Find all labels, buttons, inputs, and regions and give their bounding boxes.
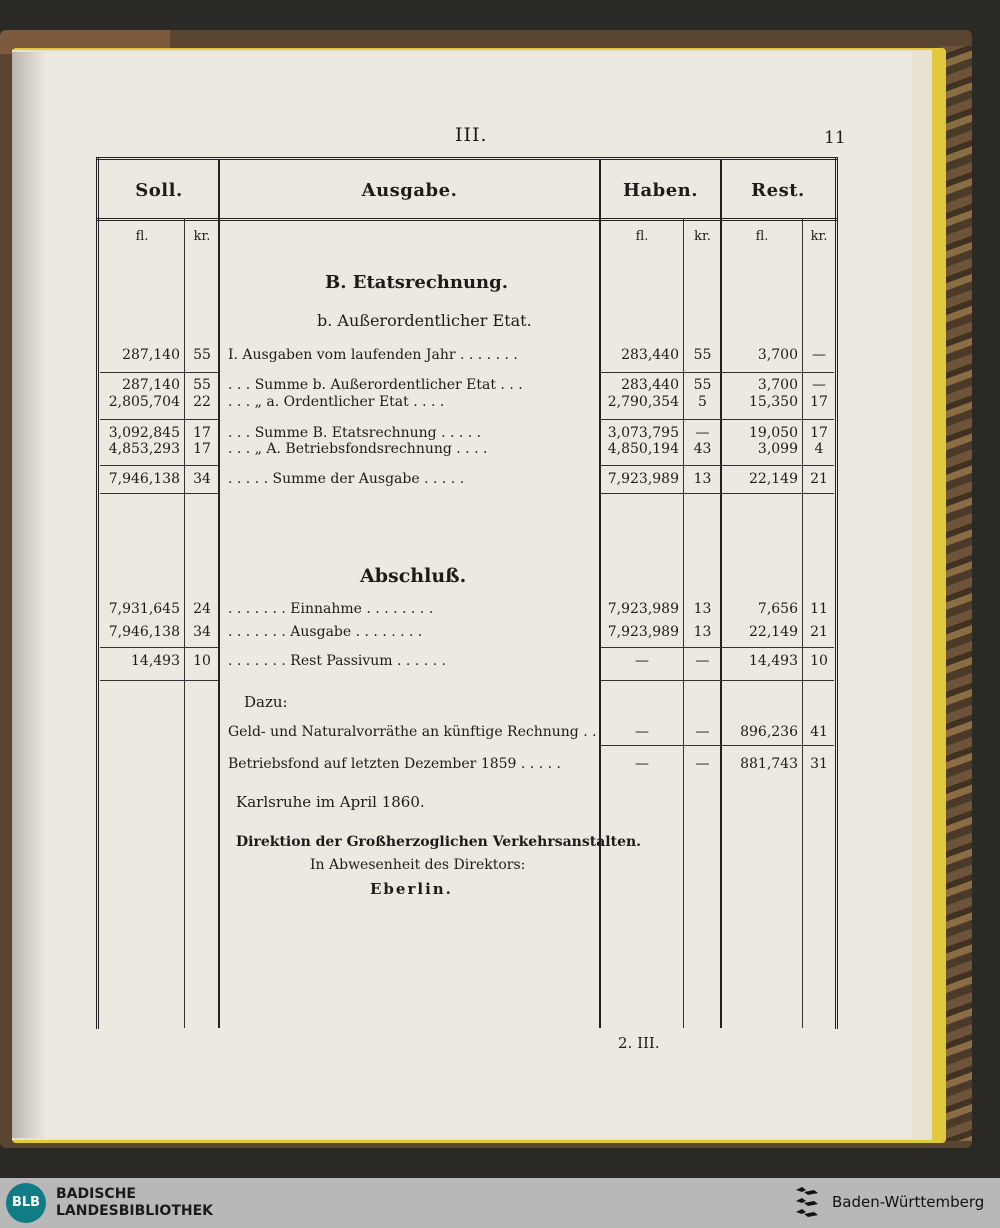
extra-rest-fl: 896,236 bbox=[740, 724, 798, 740]
row-haben-fl: 283,440 bbox=[621, 377, 679, 393]
abschluss-haben-fl: 7,923,989 bbox=[607, 601, 679, 617]
abschluss-soll-fl: 7,946,138 bbox=[108, 624, 180, 640]
extra-haben-kr: — bbox=[695, 724, 710, 740]
row-rest-fl: 3,700 bbox=[757, 377, 798, 393]
sum-rule bbox=[100, 493, 218, 494]
column-header-soll: Soll. bbox=[135, 180, 183, 201]
state-coat-of-arms-icon[interactable] bbox=[792, 1185, 822, 1221]
abschluss-text: . . . . . . . Rest Passivum . . . . . . bbox=[228, 653, 446, 669]
row-rest-kr: 17 bbox=[810, 425, 828, 441]
row-soll-fl: 2,805,704 bbox=[108, 394, 180, 410]
row-rest-kr: — bbox=[812, 347, 826, 363]
extra-text: Betriebsfond auf letzten Dezember 1859 . . . . . bbox=[228, 756, 561, 772]
sum-rule bbox=[100, 372, 218, 373]
row-soll-kr: 17 bbox=[193, 425, 211, 441]
abschluss-rest-fl: 14,493 bbox=[749, 653, 798, 669]
column-header-rest: Rest. bbox=[751, 180, 805, 201]
row-haben-kr: 5 bbox=[698, 394, 707, 410]
unit-soll-fl: fl. bbox=[135, 229, 149, 244]
row-soll-kr: 55 bbox=[193, 347, 211, 363]
extra-haben-kr: — bbox=[695, 756, 710, 772]
sum-rule bbox=[601, 493, 834, 494]
sum-rule bbox=[601, 419, 834, 420]
abschluss-haben-kr: — bbox=[695, 653, 710, 669]
unit-rest-fl: fl. bbox=[755, 229, 769, 244]
extra-text: Geld- und Naturalvorräthe an künftige Rechnung . . bbox=[228, 724, 597, 740]
row-text: . . . . . Summe der Ausgabe . . . . . bbox=[228, 471, 465, 487]
row-soll-fl: 287,140 bbox=[122, 377, 180, 393]
table-right-border bbox=[834, 157, 838, 1029]
column-divider-rest-kr bbox=[802, 218, 803, 1028]
column-header-ausgabe: Ausgabe. bbox=[361, 180, 458, 201]
chapter-heading: III. bbox=[455, 124, 488, 146]
abschluss-haben-kr: 13 bbox=[693, 601, 712, 617]
row-rest-fl: 15,350 bbox=[749, 394, 798, 410]
abschluss-text: . . . . . . . Einnahme . . . . . . . . bbox=[228, 601, 434, 617]
row-soll-kr: 17 bbox=[193, 441, 211, 457]
page-number: 11 bbox=[824, 128, 846, 148]
column-divider-haben-kr bbox=[683, 218, 684, 1028]
abschluss-soll-fl: 14,493 bbox=[131, 653, 180, 669]
column-divider-haben bbox=[599, 160, 601, 1028]
row-haben-fl: 283,440 bbox=[621, 347, 679, 363]
row-rest-kr: 17 bbox=[810, 394, 828, 410]
extra-rest-kr: 31 bbox=[810, 756, 828, 772]
row-rest-kr: — bbox=[812, 377, 826, 393]
sum-rule bbox=[601, 372, 834, 373]
row-rest-fl: 3,099 bbox=[757, 441, 798, 457]
sum-rule bbox=[100, 647, 218, 648]
state-name[interactable]: Baden-Württemberg bbox=[832, 1193, 985, 1211]
scanned-page bbox=[12, 52, 912, 1138]
column-divider-soll bbox=[218, 160, 220, 1028]
unit-haben-kr: kr. bbox=[694, 229, 711, 244]
blb-logo-icon[interactable]: BLB bbox=[6, 1183, 46, 1223]
row-soll-kr: 22 bbox=[193, 394, 211, 410]
row-soll-fl: 4,853,293 bbox=[108, 441, 180, 457]
row-haben-fl: 2,790,354 bbox=[607, 394, 679, 410]
extra-rest-kr: 41 bbox=[810, 724, 828, 740]
table-top-border bbox=[96, 157, 838, 161]
row-rest-fl: 3,700 bbox=[757, 347, 798, 363]
library-name[interactable] bbox=[56, 1186, 213, 1220]
abschluss-rest-kr: 10 bbox=[810, 653, 828, 669]
extra-haben-fl: — bbox=[635, 724, 649, 740]
row-rest-fl: 19,050 bbox=[749, 425, 798, 441]
row-rest-kr: 4 bbox=[814, 441, 824, 457]
abschluss-rest-fl: 7,656 bbox=[757, 601, 798, 617]
column-divider-rest bbox=[720, 160, 722, 1028]
row-soll-fl: 7,946,138 bbox=[108, 471, 180, 487]
row-rest-kr: 21 bbox=[810, 471, 828, 487]
section-title: B. Etatsrechnung. bbox=[325, 272, 508, 293]
row-soll-fl: 287,140 bbox=[122, 347, 180, 363]
table-left-border bbox=[96, 157, 100, 1029]
sum-rule bbox=[601, 680, 834, 681]
column-divider-soll-kr bbox=[184, 218, 185, 1028]
abschluss-haben-kr: 13 bbox=[693, 624, 712, 640]
abschluss-soll-kr: 34 bbox=[193, 624, 211, 640]
section-subtitle: b. Außerordentlicher Etat. bbox=[317, 311, 532, 330]
office-name: Direktion der Großherzoglichen Verkehrsanstalten. bbox=[236, 834, 642, 850]
row-soll-kr: 34 bbox=[193, 471, 211, 487]
row-haben-kr: 55 bbox=[693, 347, 712, 363]
dazu-label: Dazu: bbox=[244, 693, 288, 711]
library-name-line2: LANDESBIBLIOTHEK bbox=[56, 1203, 214, 1219]
abschluss-text: . . . . . . . Ausgabe . . . . . . . . bbox=[228, 624, 423, 640]
row-text: . . . „ a. Ordentlicher Etat . . . . bbox=[228, 394, 445, 410]
row-haben-kr: 43 bbox=[693, 441, 712, 457]
extra-rest-fl: 881,743 bbox=[740, 756, 798, 772]
row-haben-kr: 55 bbox=[693, 377, 712, 393]
library-name-line1: BADISCHE bbox=[56, 1186, 136, 1202]
abschluss-rest-kr: 21 bbox=[810, 624, 828, 640]
row-haben-kr: 13 bbox=[693, 471, 712, 487]
column-header-haben: Haben. bbox=[622, 180, 699, 201]
sum-rule bbox=[601, 745, 834, 746]
unit-soll-kr: kr. bbox=[193, 229, 211, 244]
row-rest-fl: 22,149 bbox=[749, 471, 798, 487]
abschluss-soll-fl: 7,931,645 bbox=[108, 601, 180, 617]
signatory-name: Eberlin. bbox=[370, 880, 453, 898]
place-date: Karlsruhe im April 1860. bbox=[236, 793, 425, 811]
abschluss-title: Abschluß. bbox=[360, 565, 467, 587]
header-divider bbox=[96, 218, 838, 221]
abschluss-soll-kr: 10 bbox=[193, 653, 211, 669]
row-haben-fl: 3,073,795 bbox=[607, 425, 679, 441]
sum-rule bbox=[100, 419, 218, 420]
abschluss-rest-kr: 11 bbox=[810, 601, 828, 617]
row-haben-fl: 7,923,989 bbox=[607, 471, 679, 487]
sum-rule bbox=[601, 465, 834, 466]
gutter-shadow bbox=[12, 52, 46, 1138]
abschluss-haben-fl: — bbox=[635, 653, 649, 669]
row-soll-kr: 55 bbox=[193, 377, 211, 393]
row-haben-fl: 4,850,194 bbox=[607, 441, 679, 457]
unit-rest-kr: kr. bbox=[810, 229, 828, 244]
abschluss-haben-fl: 7,923,989 bbox=[607, 624, 679, 640]
unit-haben-fl: fl. bbox=[635, 229, 649, 244]
abschluss-rest-fl: 22,149 bbox=[749, 624, 798, 640]
extra-haben-fl: — bbox=[635, 756, 649, 772]
row-soll-fl: 3,092,845 bbox=[108, 425, 180, 441]
row-text: . . . Summe b. Außerordentlicher Etat . . . bbox=[228, 377, 523, 393]
row-text: . . . Summe B. Etatsrechnung . . . . . bbox=[228, 425, 482, 441]
abschluss-soll-kr: 24 bbox=[193, 601, 211, 617]
sum-rule bbox=[100, 465, 218, 466]
row-text: I. Ausgaben vom laufenden Jahr . . . . . . . bbox=[228, 347, 518, 363]
sum-rule bbox=[601, 647, 834, 648]
sum-rule bbox=[100, 680, 218, 681]
row-text: . . . „ A. Betriebsfondsrechnung . . . . bbox=[228, 441, 488, 457]
row-haben-kr: — bbox=[695, 425, 710, 441]
absence-note: In Abwesenheit des Direktors: bbox=[310, 857, 526, 873]
signature-mark: 2. III. bbox=[618, 1034, 660, 1052]
